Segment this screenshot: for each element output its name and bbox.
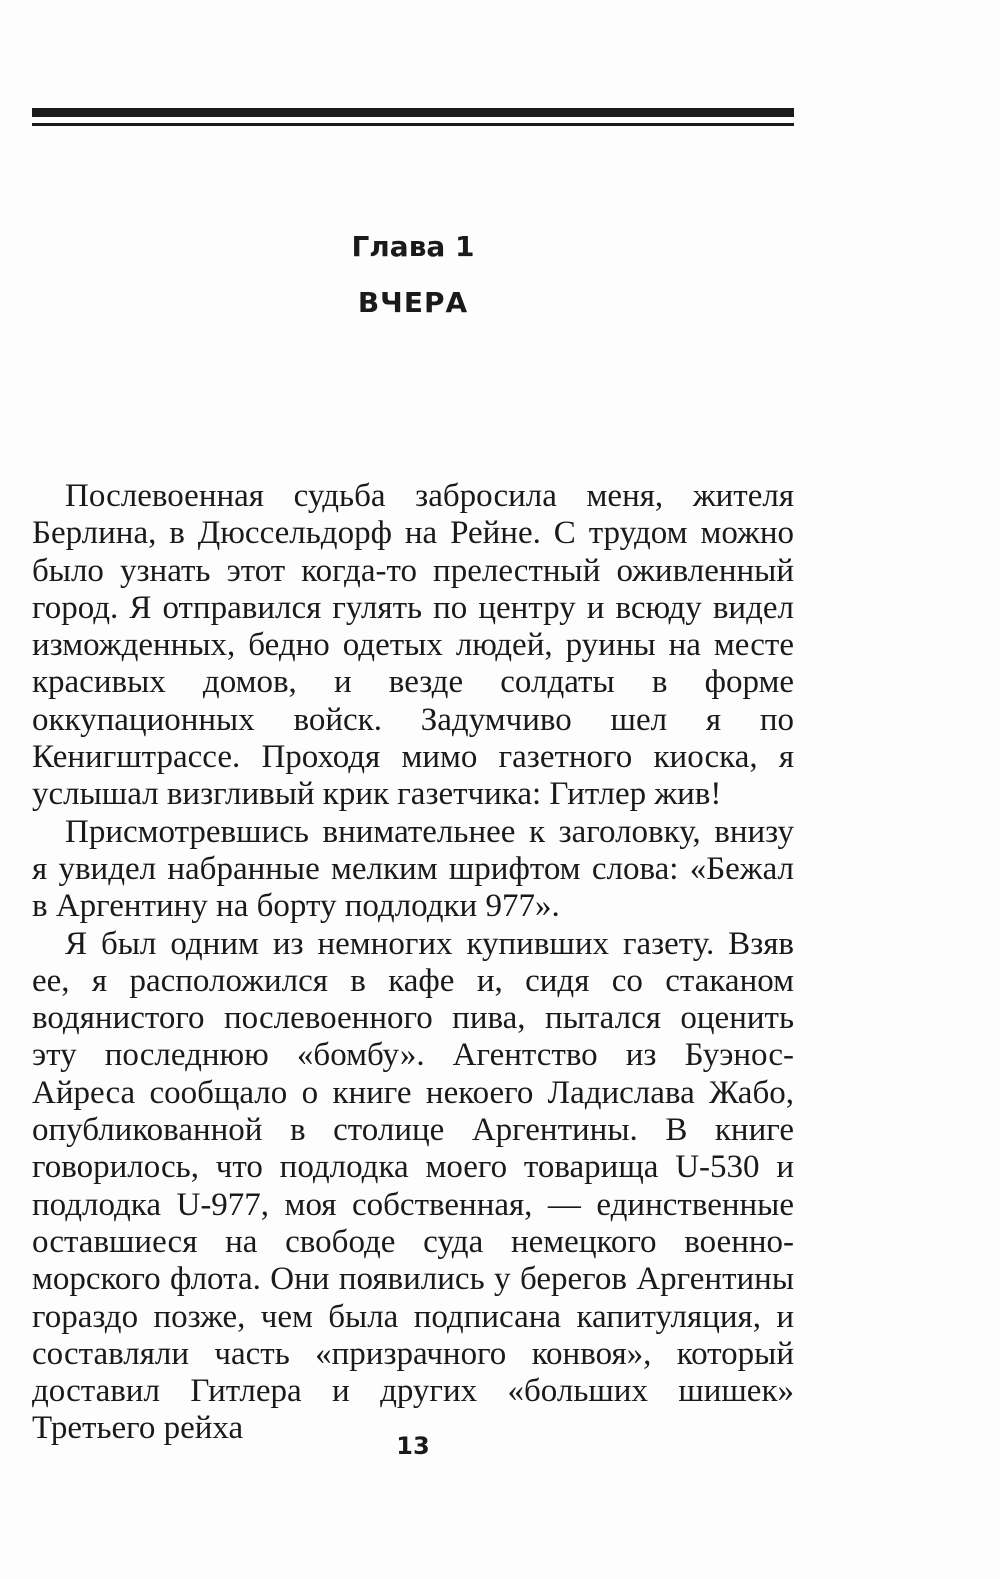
paragraph: Послевоенная судьба забросила меня, жителя Берлина, в Дюссельдорф на Рейне. С трудом можно было узнать этот когда-то прелестный оживленный город. Я отправился гулять по центру и всюду видел изможденных, бедно одетых людей, руины на месте красивых домов, и везде солдаты в форме оккупационных войск. Задумчиво шел я по Кенигштрассе. Проходя мимо газетного киоска, я услышал визгливый крик газетчика: Гитлер жив! bbox=[32, 478, 794, 813]
chapter-heading bbox=[32, 223, 794, 327]
chapter-number: Глава 1 bbox=[351, 230, 475, 263]
paragraph: Присмотревшись внимательнее к заголовку, внизу я увидел набранные мелким шрифтом слова: «Бежал в Аргентину на борту подлодки 977». bbox=[32, 813, 794, 925]
page-number: 13 bbox=[396, 1432, 430, 1460]
header-rule-thick bbox=[32, 108, 794, 117]
paragraph: Я был одним из немногих купивших газету. Взяв ее, я расположился в кафе и, сидя со стаканом водянистого послевоенного пива, пытался оценить эту последнюю «бомбу». Агентство из Буэнос-Айреса сообщало о книге некоего Ладислава Жабо, опубликованной в столице Аргентины. В книге говорилось, что подлодка моего товарища U-530 и подлодка U-977, моя собственная, — единственные оставшиеся на свободе суда немецкого военно-морского флота. Они появились у берегов Аргентины гораздо позже, чем была подписана капитуляция, и составляли часть «призрачного конвоя», который доставил Гитлера и других «больших шишек» Третьего рейха bbox=[32, 925, 794, 1447]
header-rule-thin bbox=[32, 123, 794, 126]
body-text bbox=[32, 478, 794, 1448]
chapter-title: ВЧЕРА bbox=[357, 286, 469, 319]
